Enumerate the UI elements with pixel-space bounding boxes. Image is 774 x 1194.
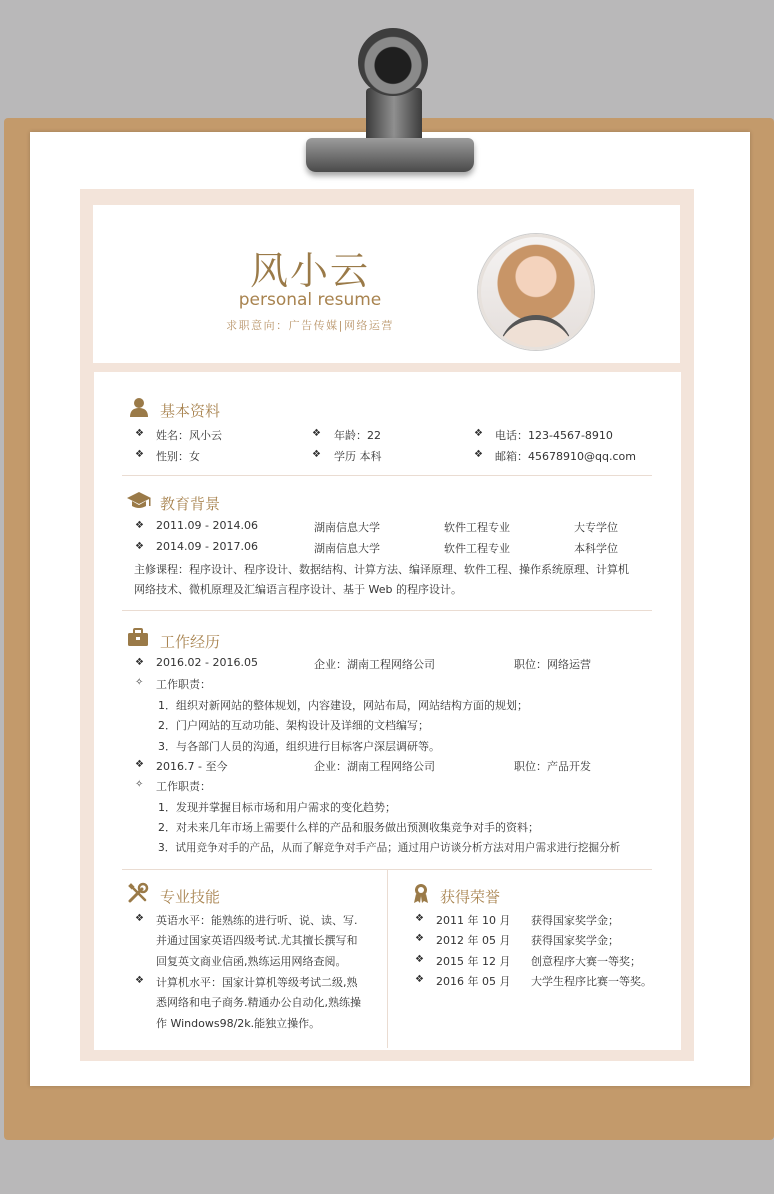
field-name: 姓名：风小云 bbox=[156, 429, 222, 442]
courses-line-1: 主修课程：程序设计、程序设计、数据结构、计算方法、编译原理、软件工程、操作系统原理、计算机 bbox=[134, 563, 629, 576]
duty-item: 2．对未来几年市场上需要什么样的产品和服务做出预测收集竞争对手的资料； bbox=[158, 821, 539, 834]
bullet-icon: ❖ bbox=[415, 933, 424, 944]
graduation-cap-icon bbox=[126, 489, 152, 511]
bullet-icon: ❖ bbox=[135, 657, 144, 668]
edu-school: 湖南信息大学 bbox=[314, 542, 380, 555]
section-title-honors: 获得荣誉 bbox=[440, 888, 501, 906]
section-title-skills: 专业技能 bbox=[160, 888, 221, 906]
divider bbox=[122, 475, 652, 476]
resume-subtitle: personal resume bbox=[238, 290, 382, 310]
duty-item: 1．组织对新网站的整体规划，内容建设，网站布局，网站结构方面的规划； bbox=[158, 699, 528, 712]
job-company: 企业：湖南工程网络公司 bbox=[314, 658, 435, 671]
bullet-icon: ❖ bbox=[135, 520, 144, 531]
job-period: 2016.02 - 2016.05 bbox=[156, 656, 258, 669]
binder-clip bbox=[306, 138, 474, 172]
section-title-work: 工作经历 bbox=[160, 633, 221, 651]
bullet-icon: ❖ bbox=[135, 759, 144, 770]
honor-date: 2015 年 12 月 bbox=[436, 955, 511, 968]
profile-photo bbox=[478, 234, 594, 350]
person-icon bbox=[128, 396, 150, 418]
job-company: 企业：湖南工程网络公司 bbox=[314, 760, 435, 773]
briefcase-icon bbox=[127, 627, 149, 649]
bullet-icon: ❖ bbox=[135, 541, 144, 552]
edu-period: 2011.09 - 2014.06 bbox=[156, 519, 258, 532]
duty-item: 1．发现并掌握目标市场和用户需求的变化趋势； bbox=[158, 801, 396, 814]
bullet-icon: ❖ bbox=[312, 428, 321, 439]
field-phone: 电话：123-4567-8910 bbox=[495, 429, 613, 442]
honor-award: 获得国家奖学金； bbox=[531, 914, 619, 927]
courses-line-2: 网络技术、微机原理及汇编语言程序设计、基于 Web 的程序设计。 bbox=[134, 583, 462, 596]
bullet-outline-icon: ✧ bbox=[135, 779, 144, 790]
skill-line: 作 Windows98/2k.能独立操作。 bbox=[156, 1017, 321, 1030]
bullet-icon: ❖ bbox=[474, 428, 483, 439]
skill-line: 计算机水平：国家计算机等级考试二级,熟 bbox=[156, 976, 358, 989]
bullet-icon: ❖ bbox=[415, 913, 424, 924]
edu-major: 软件工程专业 bbox=[444, 542, 510, 555]
column-divider bbox=[387, 870, 388, 1048]
duty-item: 3．与各部门人员的沟通，组织进行目标客户深层调研等。 bbox=[158, 740, 440, 753]
clip-ring-icon bbox=[358, 28, 428, 96]
duty-item: 2．门户网站的互动功能、架构设计及详细的文档编写； bbox=[158, 719, 429, 732]
bullet-icon: ❖ bbox=[415, 954, 424, 965]
section-title-basic: 基本资料 bbox=[160, 402, 221, 420]
field-age: 年龄：22 bbox=[334, 429, 381, 442]
edu-degree: 本科学位 bbox=[574, 542, 618, 555]
job-position: 职位：产品开发 bbox=[514, 760, 591, 773]
field-education: 学历 本科 bbox=[334, 450, 382, 463]
honor-award: 创意程序大赛一等奖； bbox=[531, 955, 641, 968]
bullet-outline-icon: ✧ bbox=[135, 677, 144, 688]
edu-period: 2014.09 - 2017.06 bbox=[156, 540, 258, 553]
skill-line: 悉网络和电子商务.精通办公自动化,熟练操 bbox=[156, 996, 361, 1009]
bullet-icon: ❖ bbox=[135, 449, 144, 460]
duty-item: 3．试用竞争对手的产品，从而了解竞争对手产品；通过用户访谈分析方法对用户需求进行挖掘分析 bbox=[158, 842, 621, 854]
bullet-icon: ❖ bbox=[474, 449, 483, 460]
edu-school: 湖南信息大学 bbox=[314, 521, 380, 534]
duty-label: 工作职责： bbox=[156, 780, 211, 793]
divider bbox=[122, 610, 652, 611]
photo-shoulders bbox=[499, 315, 573, 350]
honor-award: 大学生程序比赛一等奖。 bbox=[531, 975, 652, 988]
tools-icon bbox=[127, 882, 149, 904]
bullet-icon: ❖ bbox=[415, 974, 424, 985]
field-gender: 性别：女 bbox=[156, 450, 200, 463]
honor-award: 获得国家奖学金； bbox=[531, 934, 619, 947]
honor-date: 2016 年 05 月 bbox=[436, 975, 511, 988]
bullet-icon: ❖ bbox=[135, 428, 144, 439]
job-position: 职位：网络运营 bbox=[514, 658, 591, 671]
medal-icon bbox=[410, 882, 432, 904]
resume-name: 风小云 bbox=[249, 249, 370, 293]
duty-label: 工作职责： bbox=[156, 678, 211, 691]
job-period: 2016.7 - 至今 bbox=[156, 760, 228, 773]
edu-degree: 大专学位 bbox=[574, 521, 618, 534]
bullet-icon: ❖ bbox=[312, 449, 321, 460]
section-title-education: 教育背景 bbox=[160, 495, 221, 513]
bullet-icon: ❖ bbox=[135, 975, 144, 986]
skill-line: 回复英文商业信函,熟练运用网络查阅。 bbox=[156, 955, 347, 968]
job-intent: 求职意向：广告传媒|网络运营 bbox=[226, 319, 394, 332]
bullet-icon: ❖ bbox=[135, 913, 144, 924]
edu-major: 软件工程专业 bbox=[444, 521, 510, 534]
field-email: 邮箱：45678910@qq.com bbox=[495, 450, 636, 463]
skill-line: 英语水平：能熟练的进行听、说、读、写. bbox=[156, 914, 358, 927]
skill-line: 并通过国家英语四级考试.尤其擅长撰写和 bbox=[156, 934, 358, 947]
honor-date: 2011 年 10 月 bbox=[436, 914, 511, 927]
honor-date: 2012 年 05 月 bbox=[436, 934, 511, 947]
